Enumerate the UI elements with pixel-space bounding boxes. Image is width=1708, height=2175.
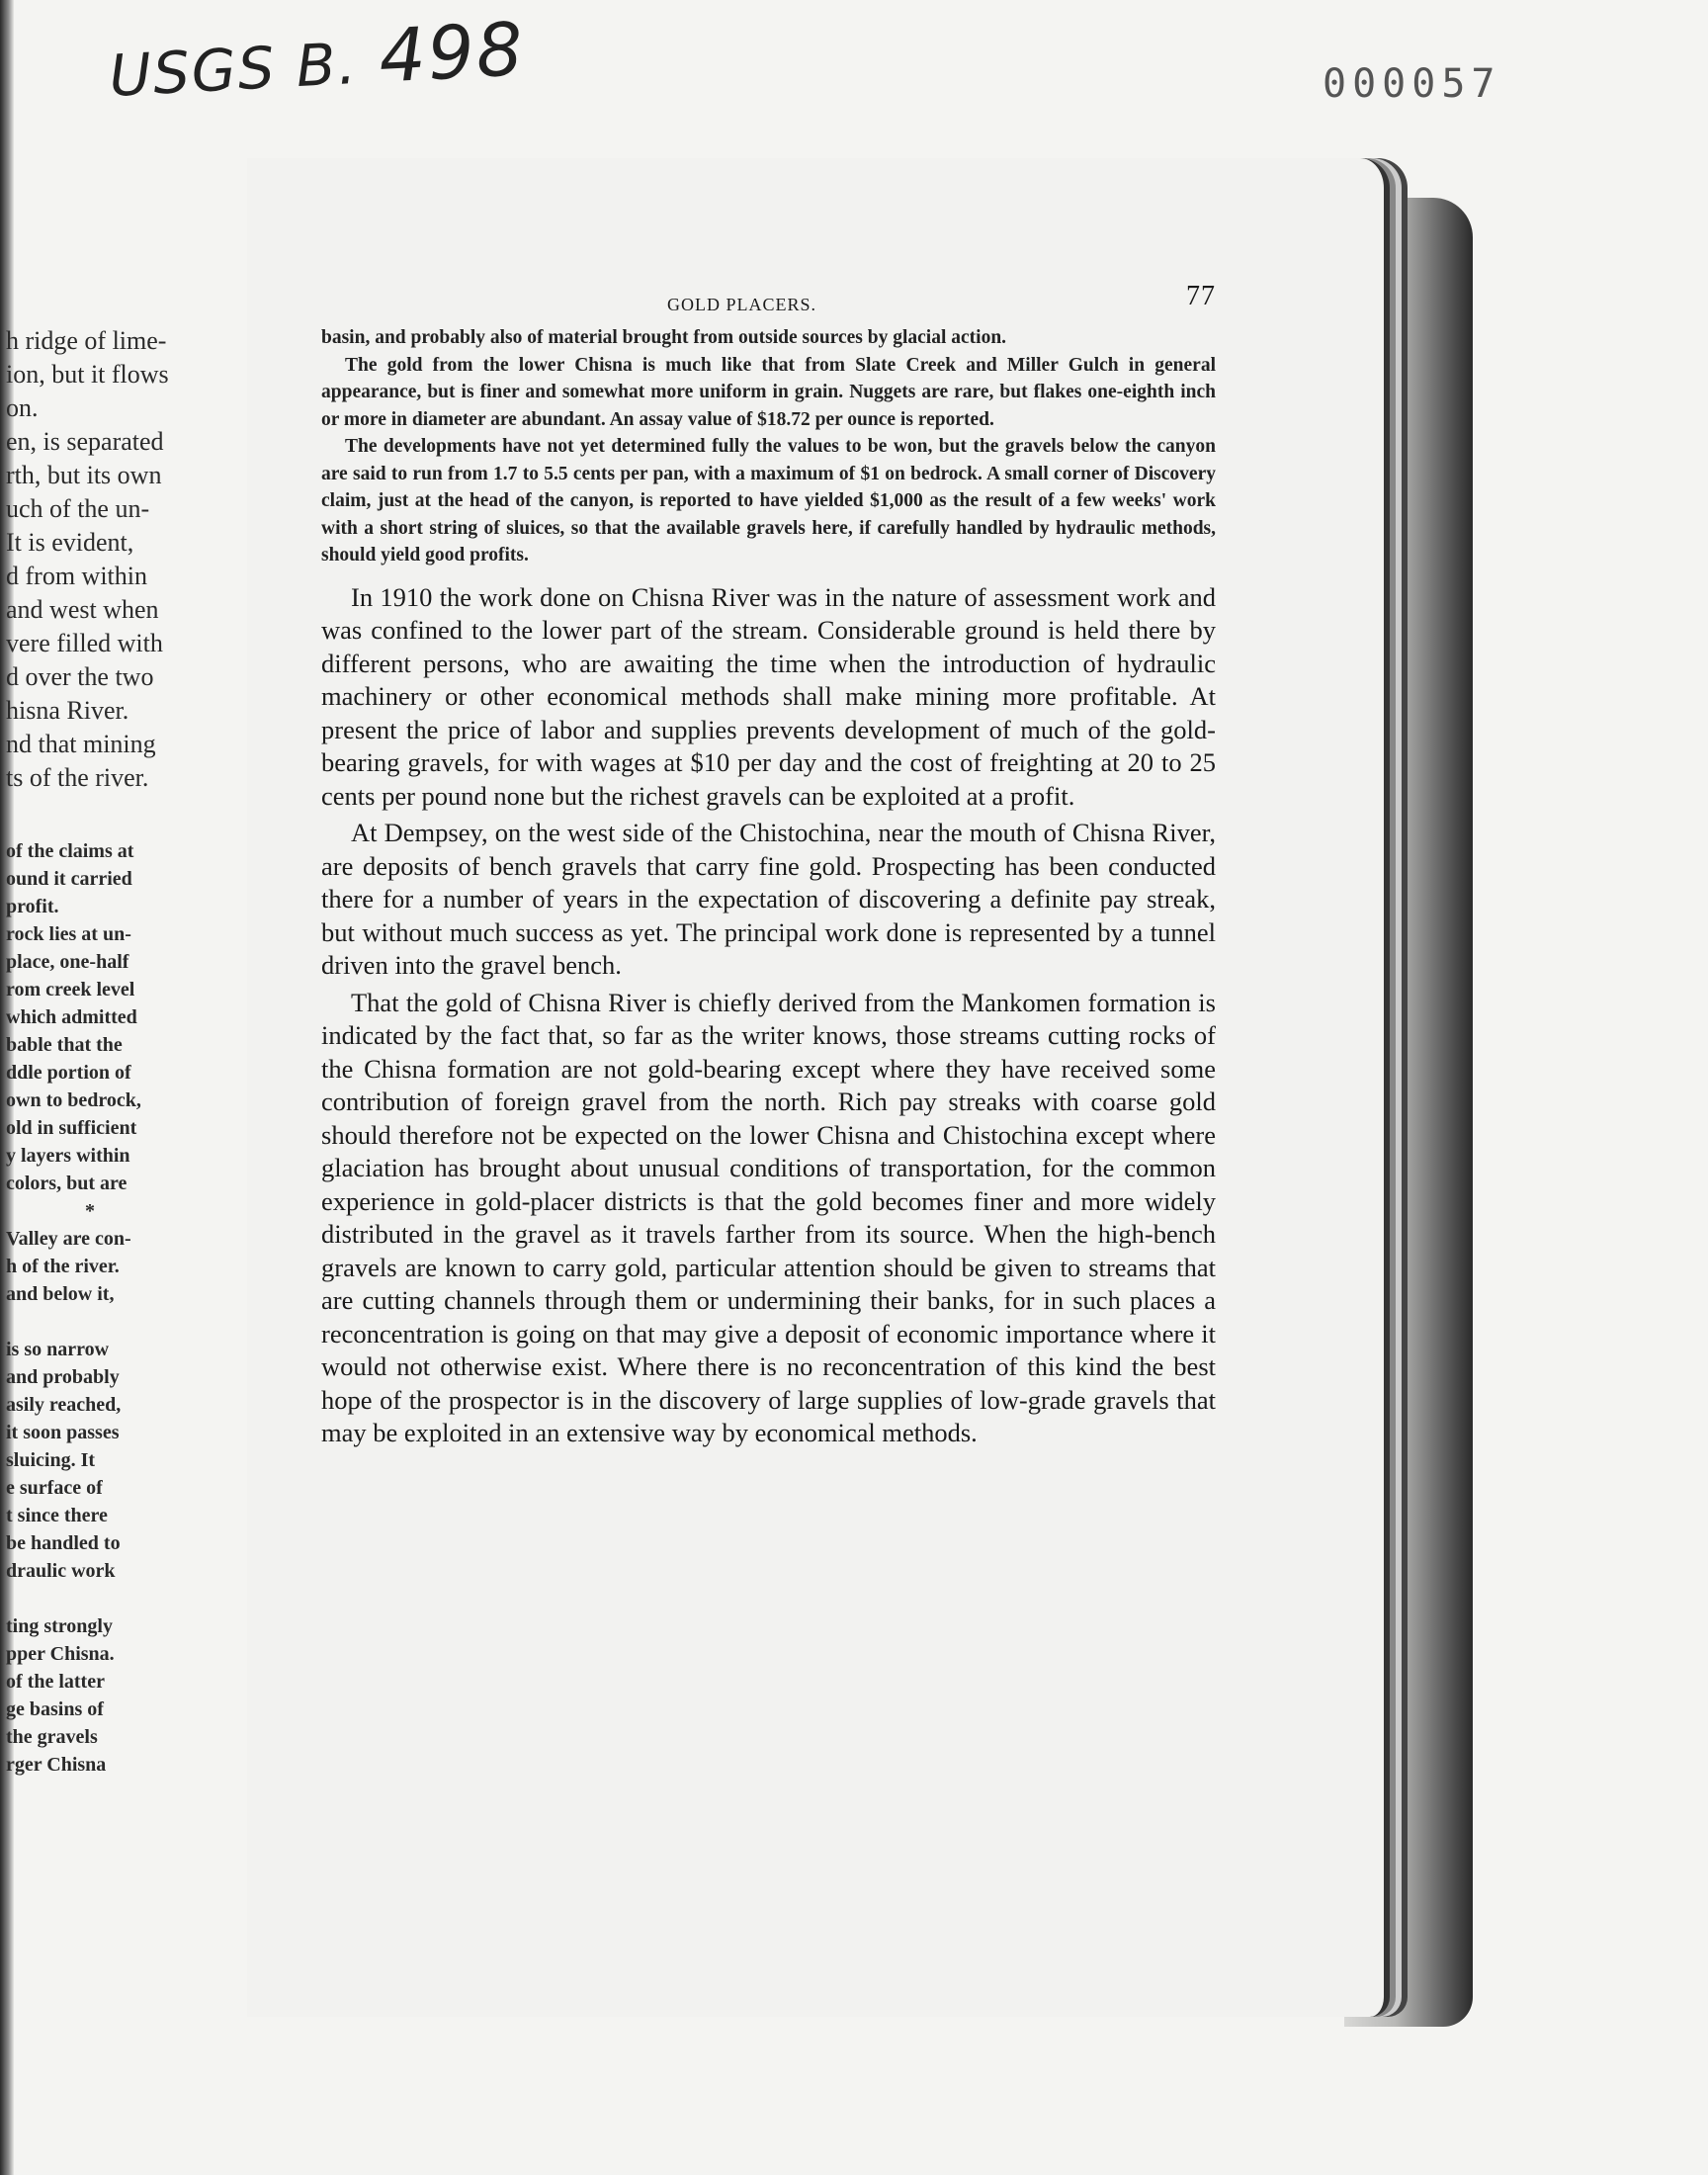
left-page-line: which admitted	[6, 1006, 137, 1028]
left-page-line: y layers within	[6, 1145, 130, 1167]
left-page-line: It is evident,	[6, 528, 134, 557]
running-head: GOLD PLACERS.	[667, 295, 817, 314]
main-text-section	[321, 581, 1216, 1450]
left-page-line: vere filled with	[6, 629, 163, 657]
left-page-line: t since there	[6, 1505, 108, 1526]
body-paragraph: In 1910 the work done on Chisna River was in the nature of assessment work and was confined to the lower part of the stream. Considerable ground is held there by different persons, who are awaiting the time when the introduction of hydraulic machinery or other economical methods shall make mining more profitable. At present the price of labor and supplies prevents development of much of the gold-bearing gravels, for with wages at $10 per day and the cost of freighting at 20 to 25 cents per pound none but the richest gravels can be exploited at a profit.	[321, 581, 1216, 811]
left-page-line: h of the river.	[6, 1256, 120, 1277]
left-page-line: rth, but its own	[6, 461, 162, 489]
stamp-number: 000057	[1323, 61, 1501, 107]
left-page-line: d from within	[6, 562, 147, 590]
handwritten-label: USGS B.	[107, 29, 360, 110]
left-page-line: ting strongly	[6, 1615, 113, 1637]
left-page-line: be handled to	[6, 1532, 121, 1554]
left-page-line: d over the two	[6, 662, 154, 691]
left-page-line: and probably	[6, 1366, 120, 1388]
page-content	[321, 277, 1216, 1454]
left-page-line: bable that the	[6, 1034, 123, 1056]
left-page-line: and west when	[6, 595, 159, 624]
left-page-line: own to bedrock,	[6, 1089, 141, 1111]
left-page-line: ts of the river.	[6, 763, 149, 792]
left-page-line: of the latter	[6, 1671, 105, 1693]
left-page-line: old in sufficient	[6, 1117, 137, 1139]
left-page-line: profit.	[6, 896, 59, 917]
left-page-line: uch of the un-	[6, 494, 150, 523]
left-page-line: is so narrow	[6, 1339, 110, 1360]
left-page-line: ion, but it flows	[6, 360, 169, 389]
left-page-line: place, one-half	[6, 951, 129, 973]
left-page-line: e surface of	[6, 1477, 103, 1499]
body-paragraph: At Dempsey, on the west side of the Chistochina, near the mouth of Chisna River, are deposits of bench gravels that carry fine gold. Prospecting has been conducted there for a number of years in the expectation of discovering a definite pay streak, but without much success as yet. The principal work done is represented by a tunnel driven into the gravel bench.	[321, 818, 1216, 980]
left-page-line: pper Chisna.	[6, 1643, 115, 1665]
left-page-line: *	[85, 1200, 95, 1222]
left-page-line: Valley are con-	[6, 1228, 131, 1250]
left-page-line: the gravels	[6, 1726, 98, 1748]
small-print-section	[321, 324, 1216, 569]
small-paragraph: basin, and probably also of material brought from outside sources by glacial action.	[321, 327, 1007, 348]
small-paragraph: The gold from the lower Chisna is much like that from Slate Creek and Miller Gulch in general appearance, but is finer and somewhat more uniform in grain. Nuggets are rare, but flakes one-eighth inch or more in diameter are abundant. An assay value of $18.72 per ounce is reported.	[321, 354, 1216, 430]
left-page-line: of the claims at	[6, 840, 134, 862]
left-page-line: colors, but are	[6, 1173, 128, 1194]
handwritten-number: 498	[377, 7, 527, 100]
body-paragraph: That the gold of Chisna River is chiefly derived from the Mankomen formation is indicated by the fact that, so far as the writer knows, those streams cutting rocks of the Chisna formation are not gold-bearing except where they have received some contribution of foreign gravel from the north. Rich pay streaks with coarse gold should therefore not be expected on the lower Chisna and Chistochina except where glaciation has brought about unusual conditions of transportation, for the common experience in gold-placer districts is that the gold becomes finer and more widely distributed in the gravel as it travels farther from its source. When the high-bench gravels are known to carry gold, particular attention should be given to streams that are cutting channels through them or undermining their banks, for in such places a reconcentration is going on that may give a deposit of economic importance where it would not otherwise exist. Where there is no reconcentration of this kind the best hope of the prospector is in the discovery of large supplies of low-grade gravels that may be exploited in an extensive way by economical methods.	[321, 987, 1216, 1447]
small-paragraph: The developments have not yet determined fully the values to be won, but the gravels below the canyon are said to run from 1.7 to 5.5 cents per pan, with a maximum of $1 on bedrock. A small corner of Discovery claim, just at the head of the canyon, is reported to have yielded $1,000 as the result of a few weeks' work with a short string of sluices, so that the available gravels here, if carefully handled by hydraulic methods, should yield good profits.	[321, 436, 1216, 566]
page-header	[321, 277, 1216, 316]
left-facing-page	[6, 326, 214, 1829]
left-page-line: on.	[6, 393, 39, 422]
left-page-line: sluicing. It	[6, 1449, 96, 1471]
left-page-line: ound it carried	[6, 868, 132, 890]
left-page-line: rger Chisna	[6, 1754, 107, 1776]
left-page-line: and below it,	[6, 1283, 115, 1305]
left-page-line: ge basins of	[6, 1698, 104, 1720]
left-page-line: h ridge of lime-	[6, 326, 167, 355]
left-page-line: rock lies at un-	[6, 923, 131, 945]
left-page-line: draulic work	[6, 1560, 116, 1582]
left-page-line: hisna River.	[6, 696, 129, 725]
page-number: 77	[1186, 281, 1216, 311]
left-page-line: it soon passes	[6, 1422, 120, 1443]
handwritten-annotation	[107, 7, 527, 114]
left-page-line: rom creek level	[6, 979, 135, 1000]
left-page-line: asily reached,	[6, 1394, 122, 1416]
left-page-line: en, is separated	[6, 427, 164, 456]
left-page-line: ddle portion of	[6, 1062, 131, 1084]
left-page-line: nd that mining	[6, 730, 156, 758]
